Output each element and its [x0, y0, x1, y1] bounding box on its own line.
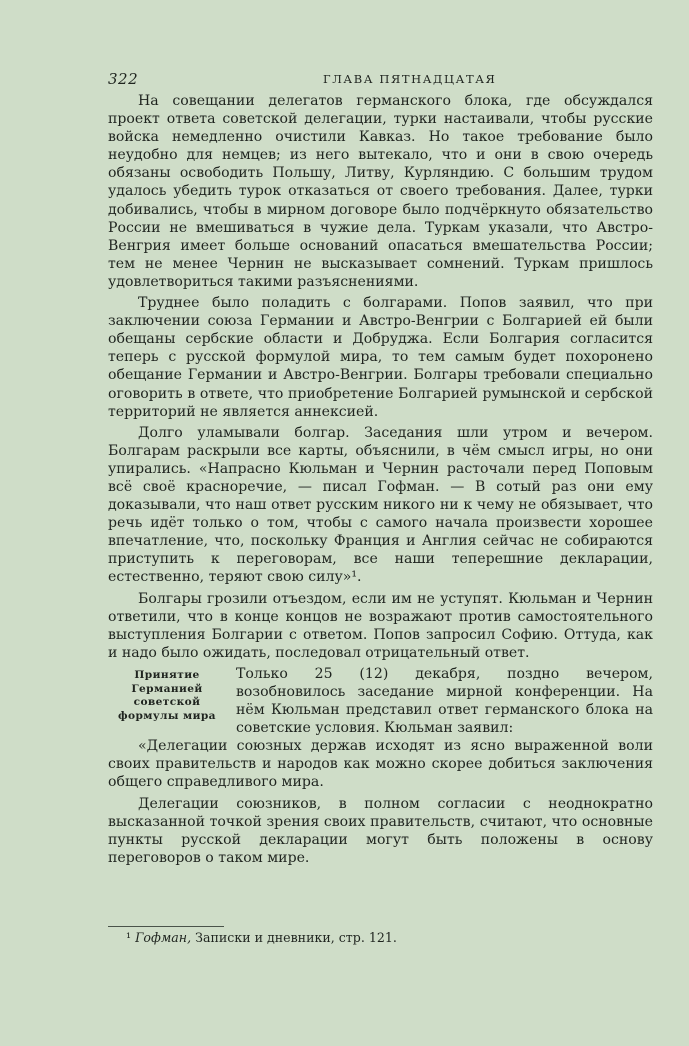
footnote-author: Гофман, [135, 930, 192, 945]
quote-paragraph: Делегации союзников, в полном согласии с неоднократно высказанной точкой зрения своих правительств, считают, что основные пункты русской декларации могут быть положены в основу переговоров о таком мире. [108, 795, 653, 866]
paragraph: Долго уламывали болгар. Заседания шли утром и вечером. Болгарам раскрыли все карты, объяснили, в чём смысл игры, но они упирались. «Напрасно Кюльман и Чернин расточали перед Поповым всё своё красноречие, — писал Гофман. — В сотый раз они ему доказывали, что наш ответ русским никого ни к чему не обязывает, что речь идёт только о том, чтобы с самого начала произвести хорошее впечатление, что, поскольку Франция и Англия сейчас не собираются приступить к переговорам, все наши теперешние декларации, естественно, теряют свою силу»¹. [108, 424, 653, 586]
footnote-marker: ¹ [126, 930, 132, 945]
footnote-rule [108, 926, 224, 927]
paragraph: На совещании делегатов германского блока, где обсуждался проект ответа советской делегации, турки настаивали, чтобы русские войска немедленно очистили Кавказ. Но такое требование было неудобно для немцев; из него вытекало, что и они в свою очередь обязаны освободить Польшу, Литву, Курляндию. С большим трудом удалось убедить турок отказаться от своего требования. Далее, турки добивались, чтобы в мирном договоре было подчёркнуто обязательство России не вмешиваться в чужие дела. Туркам указали, что Австро-Венгрия имеет больше оснований опасаться вмешательства России; тем не менее Чернин не высказывает сомнений. Туркам пришлось удовлетвориться такими разъяснениями. [108, 93, 653, 290]
page-number: 322 [108, 70, 139, 88]
body-text [108, 92, 653, 867]
margin-note: Принятие Германией советской формулы мира [118, 668, 216, 722]
paragraph: Труднее было поладить с болгарами. Попов заявил, что при заключении союза Германии и Австро-Венгрии с Болгарией ей были обещаны сербские области и Добруджа. Если Болгария согласится теперь с русской формулой мира, то тем самым будет похоронено обещание Германии и Австро-Венгрии. Болгары требовали специально оговорить в ответе, что приобретение Болгарией румынской и сербской территорий не является аннексией. [108, 295, 653, 420]
paragraph: Только 25 (12) декабря, поздно вечером, возобновилось заседание мирной конференции. На нём Кюльман представил ответ германского блока на советские условия. Кюльман заявил: [236, 665, 653, 737]
footnote [126, 930, 653, 946]
page-header [108, 70, 653, 90]
side-note-block [108, 665, 653, 737]
paragraph: Болгары грозили отъездом, если им не уступят. Кюльман и Чернин ответили, что в конце концов не возражают против самостоятельного выступления Болгарии с ответом. Попов запросил Софию. Оттуда, как и надо было ожидать, последовал отрицательный ответ. [108, 590, 653, 661]
footnote-text: Записки и дневники, стр. 121. [195, 930, 397, 945]
running-head: ГЛАВА ПЯТНАДЦАТАЯ [323, 72, 497, 86]
quote-paragraph: «Делегации союзных держав исходят из ясно выраженной воли своих правительств и народов как можно скорее добиться заключения общего справедливого мира. [108, 738, 653, 791]
